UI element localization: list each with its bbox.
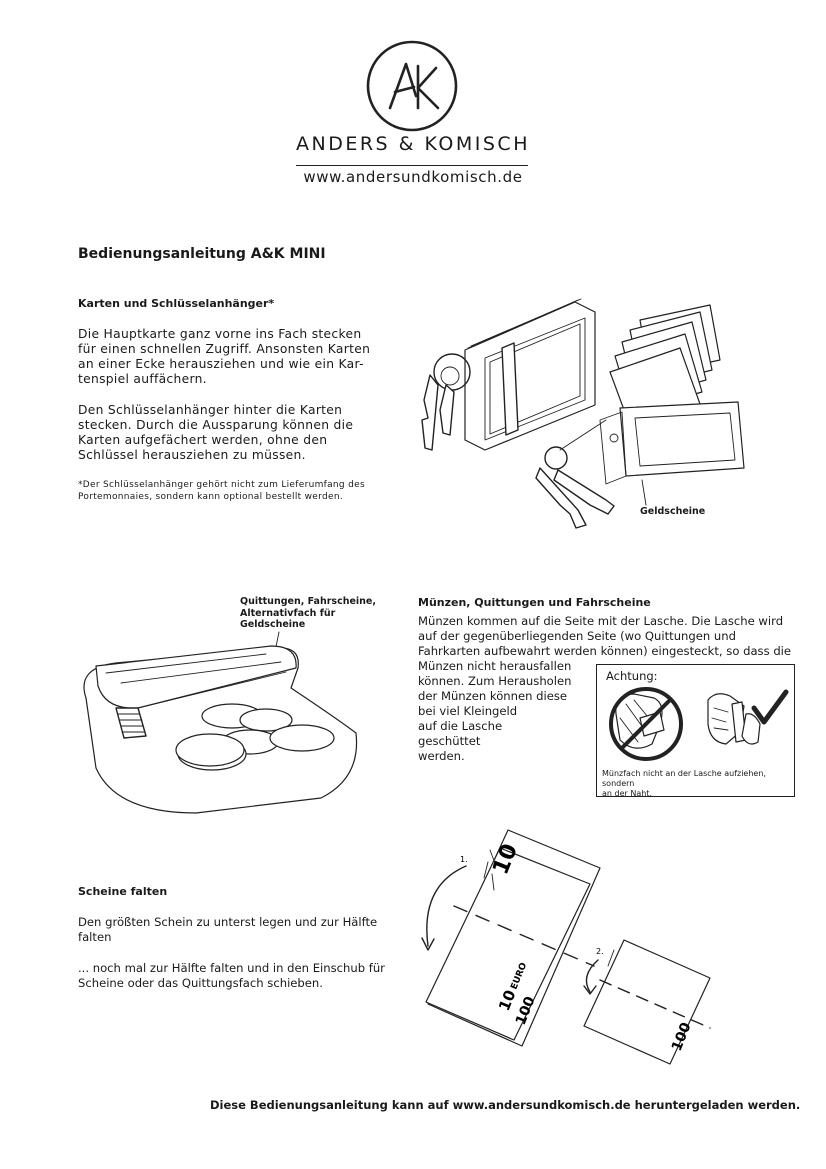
note-value-big: 100 xyxy=(512,994,539,1028)
fold-notes-illustration xyxy=(418,826,718,1066)
cards-paragraph-1: Die Hauptkarte ganz vorne ins Fach stecken für einen schnellen Zugriff. Ansonsten Karten an einer Ecke herausziehen und wie ein Kar- tenspiel auffächern. xyxy=(78,327,371,386)
warning-title: Achtung: xyxy=(606,669,658,683)
step-1-label: 1. xyxy=(460,855,468,864)
note-value-top: 10 xyxy=(488,840,524,879)
step-2-label: 2. xyxy=(596,947,604,956)
brand-url: www.andersundkomisch.de xyxy=(303,168,523,186)
coin-pouch-illustration xyxy=(76,628,366,818)
warning-illustration xyxy=(604,684,790,766)
wallet-cards-illustration xyxy=(410,300,750,530)
coins-heading: Münzen, Quittungen und Fahrscheine xyxy=(418,596,651,609)
notes-heading: Scheine falten xyxy=(78,885,168,898)
notes-paragraph-2: ... noch mal zur Hälfte falten und in den Einschub für Scheine oder das Quittungsfach schieben. xyxy=(78,961,385,990)
brand-divider xyxy=(296,165,528,166)
note-value-bottom: 10 xyxy=(495,987,520,1014)
footer-note: Diese Bedienungsanleitung kann auf www.andersundkomisch.de heruntergeladen werden. xyxy=(210,1098,801,1112)
cards-footnote: *Der Schlüsselanhänger gehört nicht zum Lieferumfang des Portemonnaies, sondern kann optional bestellt werden. xyxy=(78,480,365,502)
brand-logo xyxy=(366,40,458,132)
cards-paragraph-2: Den Schlüsselanhänger hinter die Karten stecken. Durch die Aussparung können die Karten aufgefächert werden, ohne den Schlüssel herausziehen zu müssen. xyxy=(78,403,354,462)
note-value-folded: 100 xyxy=(668,1020,695,1054)
callout-receipt-pocket: Quittungen, Fahrscheine, Alternativfach für Geldscheine xyxy=(240,596,376,630)
label-geldscheine: Geldscheine xyxy=(640,506,706,517)
warning-note: Münzfach nicht an der Lasche aufziehen, sondern an der Naht. xyxy=(602,769,766,798)
coins-paragraph-narrow: Münzen nicht herausfallen können. Zum Herausholen der Münzen können diese bei viel Kleingeld auf die Lasche geschüttet werden. xyxy=(418,659,572,763)
brand-name: ANDERS & KOMISCH xyxy=(296,133,530,155)
cards-heading: Karten und Schlüsselanhänger* xyxy=(78,297,275,310)
page-title: Bedienungsanleitung A&K MINI xyxy=(78,246,326,262)
coins-paragraph-wide: Münzen kommen auf die Seite mit der Lasche. Die Lasche wird auf der gegenüberliegenden Seite (wo Quittungen und Fahrkarten aufbewahrt werden können) eingesteckt, so dass die xyxy=(418,614,792,658)
notes-paragraph-1: Den größten Schein zu unterst legen und zur Hälfte falten xyxy=(78,915,378,944)
note-currency: EURO xyxy=(509,961,530,992)
